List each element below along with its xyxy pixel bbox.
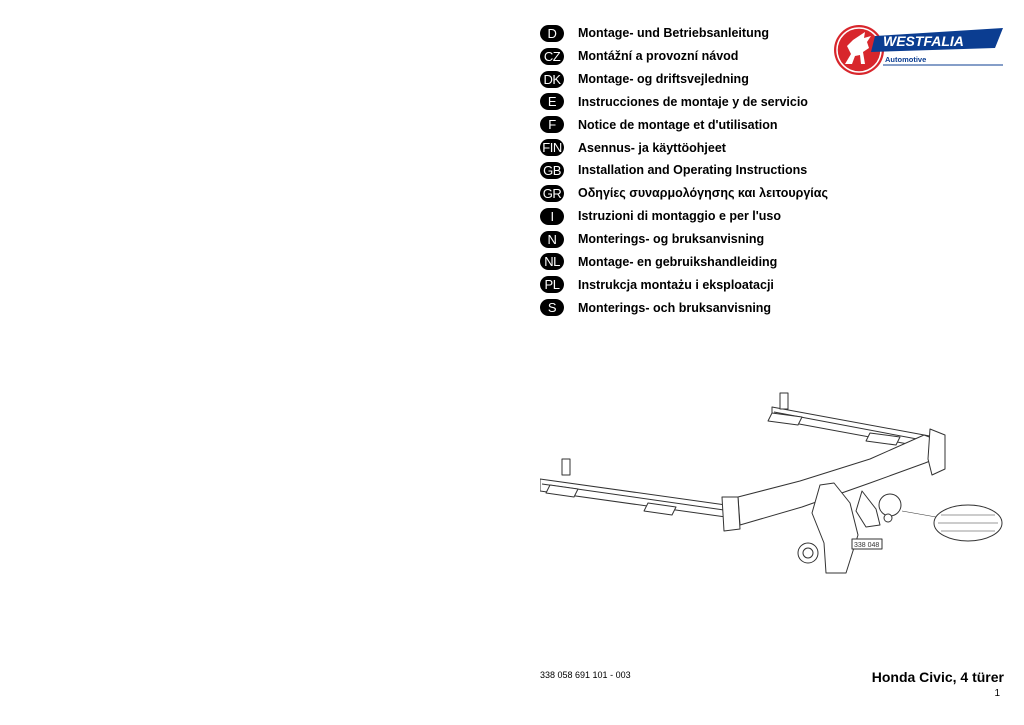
- vehicle-model: Honda Civic, 4 türer: [871, 669, 1004, 685]
- language-code-badge: FIN: [540, 139, 564, 156]
- language-item: [540, 273, 828, 296]
- language-code-badge: CZ: [540, 48, 564, 65]
- language-title: Istruzioni di montaggio e per l'uso: [578, 209, 781, 224]
- language-title: Instrucciones de montaje y de servicio: [578, 94, 808, 109]
- left-side-member: [540, 479, 740, 519]
- language-title: Montage- og driftsvejledning: [578, 72, 749, 87]
- tow-ball: [879, 494, 901, 516]
- language-code-badge: E: [540, 93, 564, 110]
- language-item: [540, 159, 828, 182]
- language-item: [540, 45, 828, 68]
- language-title: Montážní a provozní návod: [578, 49, 739, 64]
- language-title: Asennus- ja käyttöohjeet: [578, 140, 726, 155]
- language-item: [540, 113, 828, 136]
- language-title: Notice de montage et d'utilisation: [578, 117, 778, 132]
- hitch-neck: [812, 483, 858, 573]
- language-list: [540, 22, 828, 319]
- language-item: [540, 250, 828, 273]
- language-code-badge: NL: [540, 253, 564, 270]
- right-end-bracket: [928, 429, 945, 475]
- language-title: Montage- en gebruikshandleiding: [578, 254, 778, 269]
- tow-hitch-drawing: [540, 385, 1005, 575]
- logo-sub-text: Automotive: [885, 55, 927, 64]
- language-title: Οδηγίες συναρμολόγησης και λειτουργίας: [578, 186, 828, 201]
- language-title: Instrukcja montażu i eksploatacji: [578, 277, 774, 292]
- language-code-badge: I: [540, 208, 564, 225]
- westfalia-logo: [833, 24, 1003, 76]
- language-item: [540, 228, 828, 251]
- page-number: 1: [994, 688, 1000, 699]
- language-title: Monterings- och bruksanvisning: [578, 300, 772, 315]
- language-item: [540, 182, 828, 205]
- hitch-arm: [856, 491, 880, 527]
- language-code-badge: GB: [540, 162, 564, 179]
- socket-ring-inner: [803, 548, 813, 558]
- language-code-badge: DK: [540, 71, 564, 88]
- language-code-badge: GR: [540, 185, 564, 202]
- language-item: [540, 205, 828, 228]
- language-item: [540, 136, 828, 159]
- language-code-badge: D: [540, 25, 564, 42]
- language-title: Montage- und Betriebsanleitung: [578, 26, 769, 41]
- language-code-badge: S: [540, 299, 564, 316]
- language-item: [540, 91, 828, 114]
- right-bolt: [780, 393, 788, 409]
- language-title: Installation and Operating Instructions: [578, 163, 808, 178]
- part-label: 338 048: [854, 542, 880, 549]
- language-code-badge: F: [540, 116, 564, 133]
- document-number: 338 058 691 101 - 003: [540, 670, 631, 680]
- language-title: Monterings- og bruksanvisning: [578, 232, 765, 247]
- ball-neck: [884, 514, 892, 522]
- language-code-badge: PL: [540, 276, 564, 293]
- leader-line: [902, 511, 936, 517]
- language-item: [540, 68, 828, 91]
- left-end-bracket: [722, 497, 740, 531]
- language-item: [540, 22, 828, 45]
- language-item: [540, 296, 828, 319]
- logo-brand-text: WESTFALIA: [883, 33, 964, 49]
- language-code-badge: N: [540, 231, 564, 248]
- left-bolt: [562, 459, 570, 475]
